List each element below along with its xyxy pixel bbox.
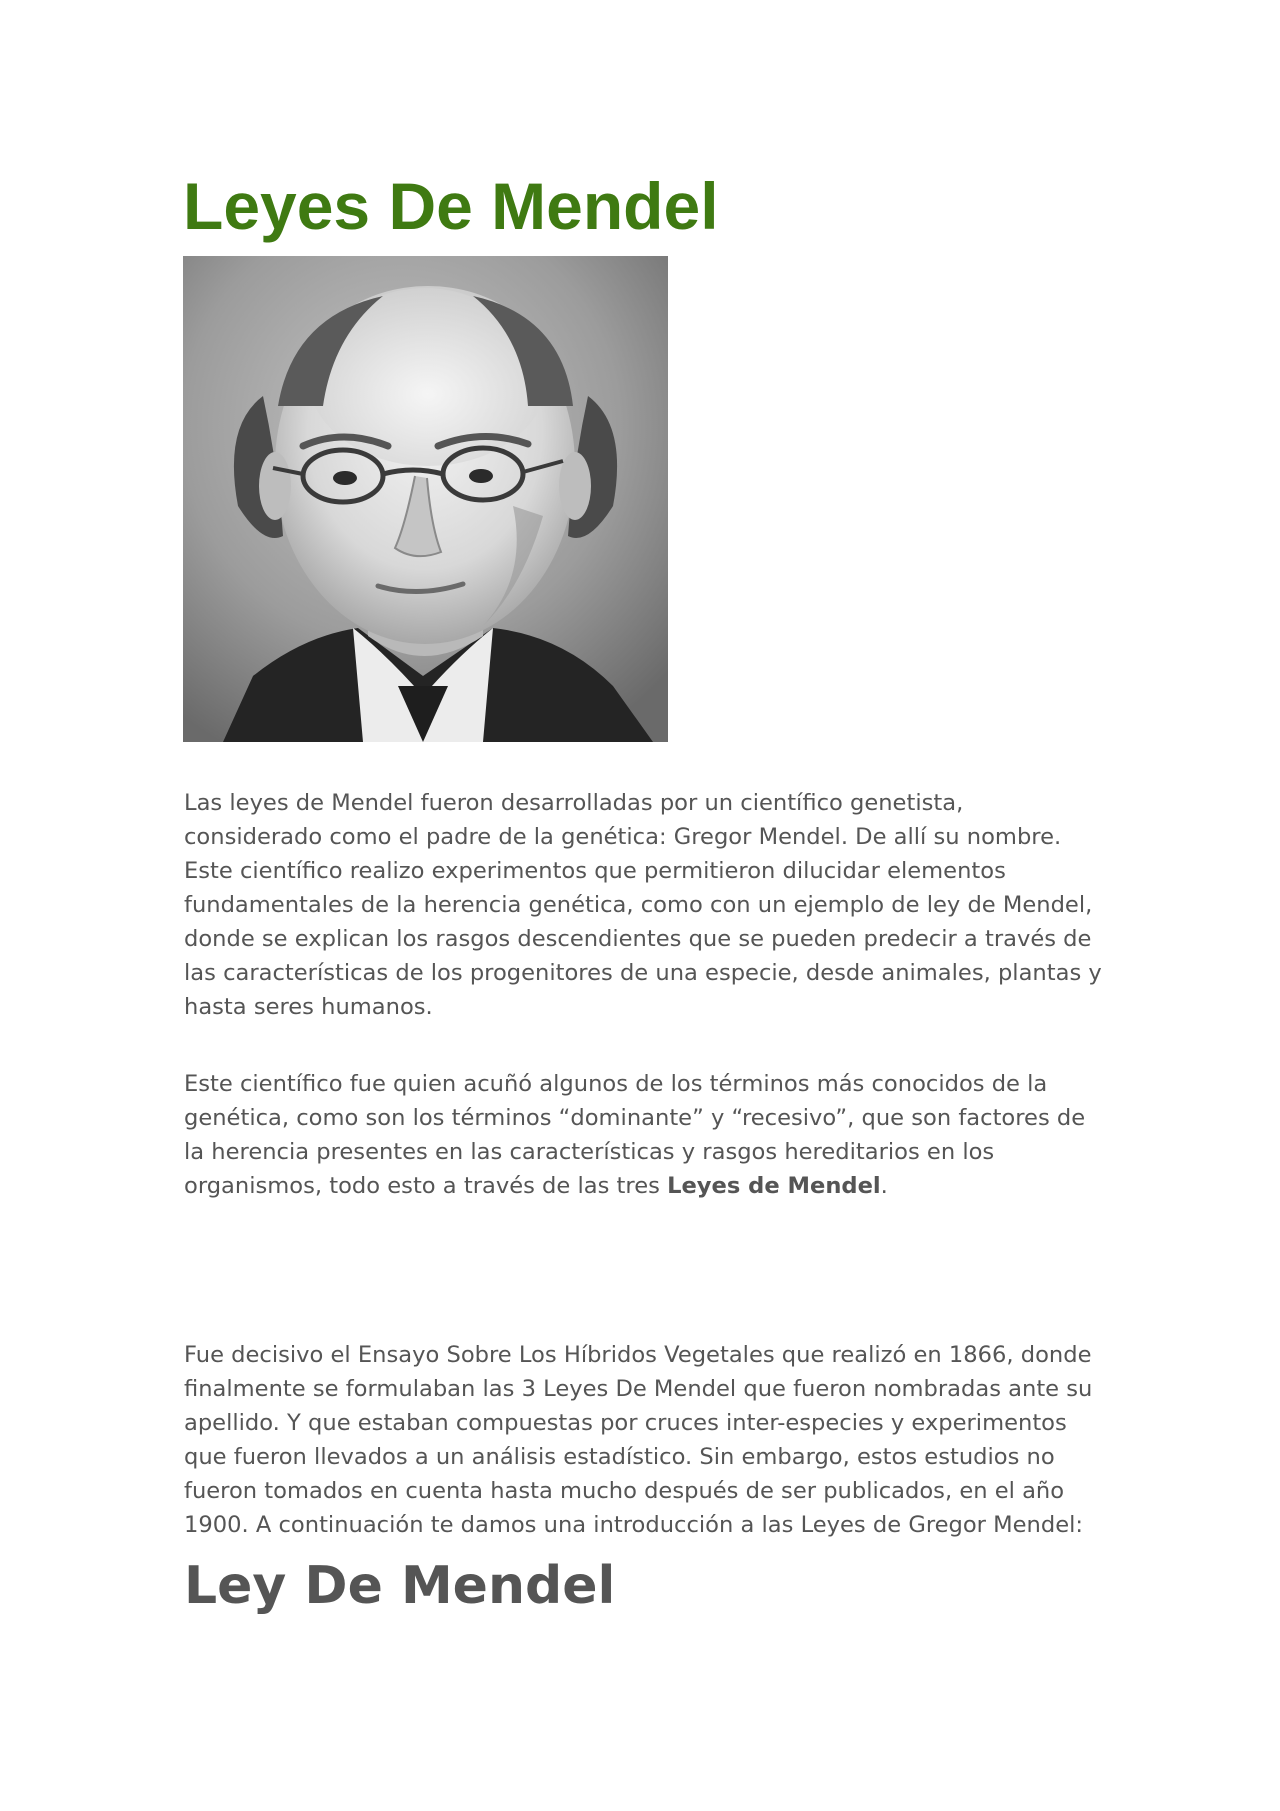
paragraph-terms-bold: Leyes de Mendel — [667, 1173, 881, 1199]
paragraph-essay: Fue decisivo el Ensayo Sobre Los Híbridos Vegetales que realizó en 1866, donde finalmente se formulaban las 3 Leyes De Mendel que fueron nombradas ante su apellido. Y que estaban compuestas por cruces inter-especies y experimentos que fueron llevados a un análisis estadístico. Sin embargo, estos estudios no fueron tomados en cuenta hasta mucho después de ser publicados, en el año 1900. A continuación te damos una introducción a las Leyes de Gregor Mendel: — [184, 1342, 1093, 1538]
portrait-photo — [183, 256, 668, 742]
paragraph-terms-text: Este científico fue quien acuñó algunos de los términos más conocidos de la genética, como son los términos “dominante” y “recesivo”, que son factores de la herencia presentes en las características y rasgos hereditarios en los organismos, todo esto a través de las tres — [184, 1071, 1086, 1199]
paragraph-terms — [184, 1067, 1104, 1203]
section-heading: Ley De Mendel — [184, 1556, 616, 1616]
paragraph-intro: Las leyes de Mendel fueron desarrolladas por un científico genetista, considerado como el padre de la genética: Gregor Mendel. De allí su nombre. Este científico realizo experimentos que permitieron dilucidar elementos fundamentales de la herencia genética, como con un ejemplo de ley de Mendel, donde se explican los rasgos descendientes que se pueden predecir a través de las características de los progenitores de una especie, desde animales, plantas y hasta seres humanos. — [184, 790, 1102, 1020]
page-title: Leyes De Mendel — [183, 169, 719, 243]
paragraph-terms-end: . — [880, 1173, 888, 1199]
